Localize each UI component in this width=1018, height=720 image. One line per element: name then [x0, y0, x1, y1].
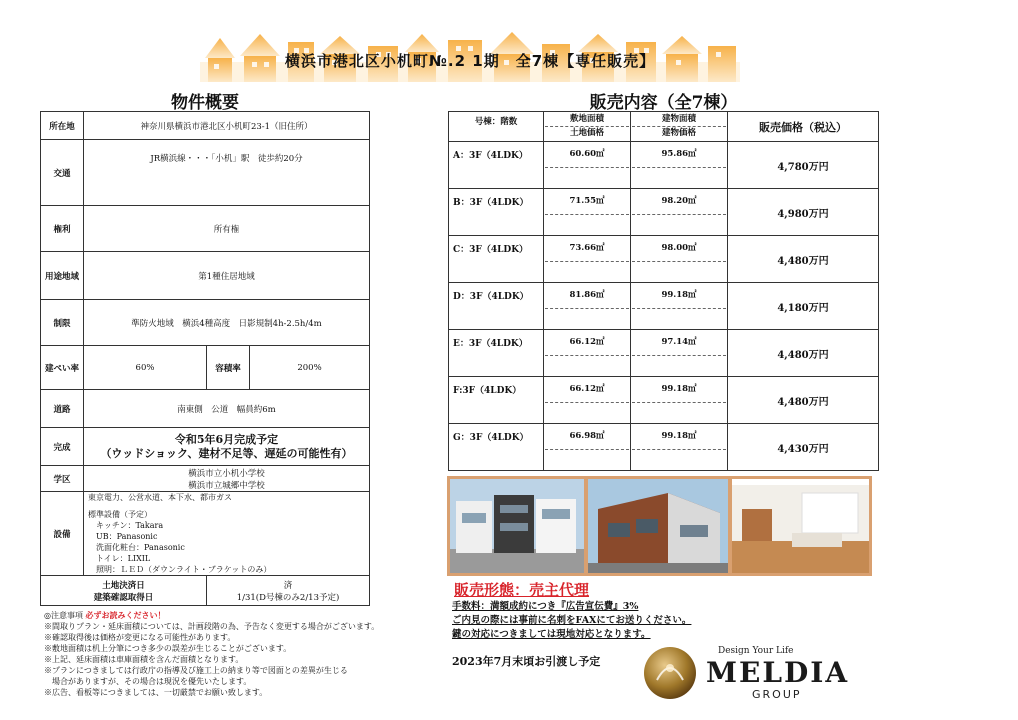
unit-building-area: 97.14㎡	[632, 331, 726, 356]
value-road: 南東側 公道 幅員約6m	[84, 390, 370, 428]
label-land-settlement: 土地決済日	[102, 580, 145, 591]
value-settlement	[207, 576, 370, 606]
unit-land	[544, 424, 631, 471]
label-rights: 権利	[41, 206, 84, 252]
unit-price: 4,480万円	[728, 330, 879, 377]
property-overview-table	[40, 111, 370, 606]
unit-building-area: 98.20㎡	[632, 190, 726, 215]
header-price: 販売価格（税込）	[728, 112, 879, 142]
unit-land-area: 60.60㎡	[545, 143, 629, 168]
note-line: ※上記、延床面積は車庫面積を含んだ面積となります。	[44, 655, 244, 664]
unit-price: 4,980万円	[728, 189, 879, 236]
value-transport: JR横浜線・・・「小机」駅 徒歩約20分	[84, 140, 370, 206]
label-completion: 完成	[41, 428, 84, 466]
note-line: ※敷地面積は机上分筆につき多少の誤差が生じることがございます。	[44, 644, 292, 653]
label-transport: 交通	[41, 140, 84, 206]
elementary-school: 横浜市立小机小学校	[188, 468, 265, 479]
exterior-photo-2	[588, 479, 728, 573]
note-line: ※確認取得後は価格が変更になる可能性があります。	[44, 633, 236, 642]
unit-price: 4,480万円	[728, 377, 879, 424]
label-restrictions: 制限	[41, 300, 84, 346]
meldia-emblem-icon	[643, 646, 697, 700]
header-land-price: 土地価格	[545, 126, 629, 140]
note-line: ※プランにつきましては行政庁の指導及び施工上の納まり等で図面との差異が生じる	[44, 666, 348, 675]
unit-row	[449, 142, 879, 189]
unit-land-area: 66.12㎡	[545, 378, 629, 403]
page-title: 横浜市港北区小机町№.2 1期 全7棟【専任販売】	[284, 52, 656, 70]
value-location: 神奈川県横浜市港北区小机町23-1（旧住所）	[84, 112, 370, 140]
value-building-confirm: 1/31(D号棟のみ2/13予定)	[236, 592, 340, 603]
unit-building	[631, 330, 728, 377]
units-body	[449, 142, 879, 471]
unit-type: C：3F（4LDK）	[449, 236, 544, 283]
value-zoning: 第1種住居地域	[84, 252, 370, 300]
unit-land	[544, 330, 631, 377]
unit-type: E：3F（4LDK）	[449, 330, 544, 377]
interior-photo	[732, 479, 869, 573]
notes-must-read: 必ずお読みください！	[85, 610, 166, 620]
unit-type: G：3F（4LDK）	[449, 424, 544, 471]
unit-row	[449, 424, 879, 471]
note-line: ※間取りプラン・延床面積については、計画段階の為、予告なく変更する場合がございます。	[44, 622, 380, 631]
unit-building-area: 99.18㎡	[632, 284, 726, 309]
completion-line2: （ウッドショック、建材不足等、遅延の可能性有）	[100, 446, 353, 460]
notes-heading	[44, 610, 434, 621]
unit-building	[631, 283, 728, 330]
equipment-line: 東京電力、公営水道、本下水、都市ガス	[88, 493, 232, 502]
unit-building-area: 99.18㎡	[632, 425, 726, 450]
value-coverage: 60%	[84, 346, 207, 390]
handover-date: 2023年7月末頃お引渡し予定	[452, 655, 601, 668]
unit-row	[449, 189, 879, 236]
completion-line1: 令和5年6月完成予定	[174, 432, 279, 446]
equipment-line: キッチン：Takara	[88, 521, 164, 530]
exterior-photo-1	[450, 479, 584, 573]
notes-block	[44, 610, 434, 698]
unit-land-area: 66.12㎡	[545, 331, 629, 356]
note-line: 場合がありますが、その場合は現況を優先いたします。	[44, 677, 252, 686]
label-location: 所在地	[41, 112, 84, 140]
equipment-line: トイレ：LIXIL	[88, 554, 151, 563]
equipment-line: 洗面化粧台：Panasonic	[88, 543, 185, 552]
value-equipment	[84, 492, 370, 576]
label-coverage: 建ぺい率	[41, 346, 84, 390]
overview-title: 物件概要	[171, 93, 239, 113]
unit-type: A：3F（4LDK）	[449, 142, 544, 189]
header-building-price: 建物価格	[632, 126, 726, 140]
logo-group: GROUP	[752, 688, 802, 701]
label-equipment: 設備	[41, 492, 84, 576]
unit-row	[449, 283, 879, 330]
unit-building	[631, 142, 728, 189]
unit-building	[631, 189, 728, 236]
value-land-settlement: 済	[283, 580, 293, 591]
keys-notice: 鍵の対応につきましては現地対応となります。	[452, 629, 651, 640]
unit-price: 4,480万円	[728, 236, 879, 283]
label-zoning: 用途地域	[41, 252, 84, 300]
header-land	[544, 112, 631, 142]
unit-building	[631, 424, 728, 471]
unit-land-area: 66.98㎡	[545, 425, 629, 450]
unit-price: 4,430万円	[728, 424, 879, 471]
unit-row	[449, 377, 879, 424]
sales-form-title: 販売形態：売主代理	[454, 581, 590, 599]
label-school: 学区	[41, 466, 84, 492]
header-type: 号棟：階数	[449, 112, 544, 142]
unit-land	[544, 377, 631, 424]
value-school	[84, 466, 370, 492]
notes-title: ◎注意事項	[44, 611, 83, 620]
label-road: 道路	[41, 390, 84, 428]
unit-land	[544, 142, 631, 189]
unit-building-area: 98.00㎡	[632, 237, 726, 262]
value-rights: 所有権	[84, 206, 370, 252]
value-far: 200%	[250, 346, 370, 390]
sales-title: 販売内容（全7棟）	[589, 93, 738, 113]
label-far: 容積率	[207, 346, 250, 390]
unit-type: D：3F（4LDK）	[449, 283, 544, 330]
unit-building	[631, 236, 728, 283]
viewing-notice: ご内見の際には事前に名刺をFAXにてお送りください。	[452, 615, 692, 626]
equipment-line: 標準設備（予定）	[88, 510, 152, 519]
unit-land	[544, 283, 631, 330]
unit-building-area: 99.18㎡	[632, 378, 726, 403]
unit-land-area: 73.66㎡	[545, 237, 629, 262]
header-building-area: 建物面積	[661, 114, 696, 124]
unit-type: B：3F（4LDK）	[449, 189, 544, 236]
label-building-confirm: 建築確認取得日	[93, 592, 154, 603]
value-restrictions: 準防火地域 横浜4種高度 日影規制4h-2.5h/4m	[84, 300, 370, 346]
header-building	[631, 112, 728, 142]
unit-price: 4,180万円	[728, 283, 879, 330]
unit-price: 4,780万円	[728, 142, 879, 189]
unit-row	[449, 236, 879, 283]
junior-high-school: 横浜市立城郷中学校	[188, 480, 265, 491]
unit-land	[544, 236, 631, 283]
fee-text: 手数料：満額成約につき『広告宣伝費』3%	[452, 601, 639, 612]
unit-land-area: 81.86㎡	[545, 284, 629, 309]
unit-land-area: 71.55㎡	[545, 190, 629, 215]
unit-building	[631, 377, 728, 424]
logo-name: MELDIA	[706, 656, 850, 689]
equipment-line: 照明：ＬＥＤ（ダウンライト・ブラケットのみ）	[88, 565, 272, 574]
unit-row	[449, 330, 879, 377]
unit-type: F:3F（4LDK）	[449, 377, 544, 424]
header-land-area: 敷地面積	[569, 114, 604, 124]
unit-land	[544, 189, 631, 236]
sales-table	[448, 111, 879, 471]
label-settlement	[41, 576, 207, 606]
note-line: ※広告、看板等につきましては、一切厳禁でお願い致します。	[44, 688, 268, 697]
logo-tagline: Design Your Life	[718, 646, 794, 656]
equipment-line: UB：Panasonic	[88, 532, 158, 541]
photo-strip	[447, 476, 872, 576]
value-completion	[84, 428, 370, 466]
header-banner	[200, 28, 740, 82]
unit-building-area: 95.86㎡	[632, 143, 726, 168]
